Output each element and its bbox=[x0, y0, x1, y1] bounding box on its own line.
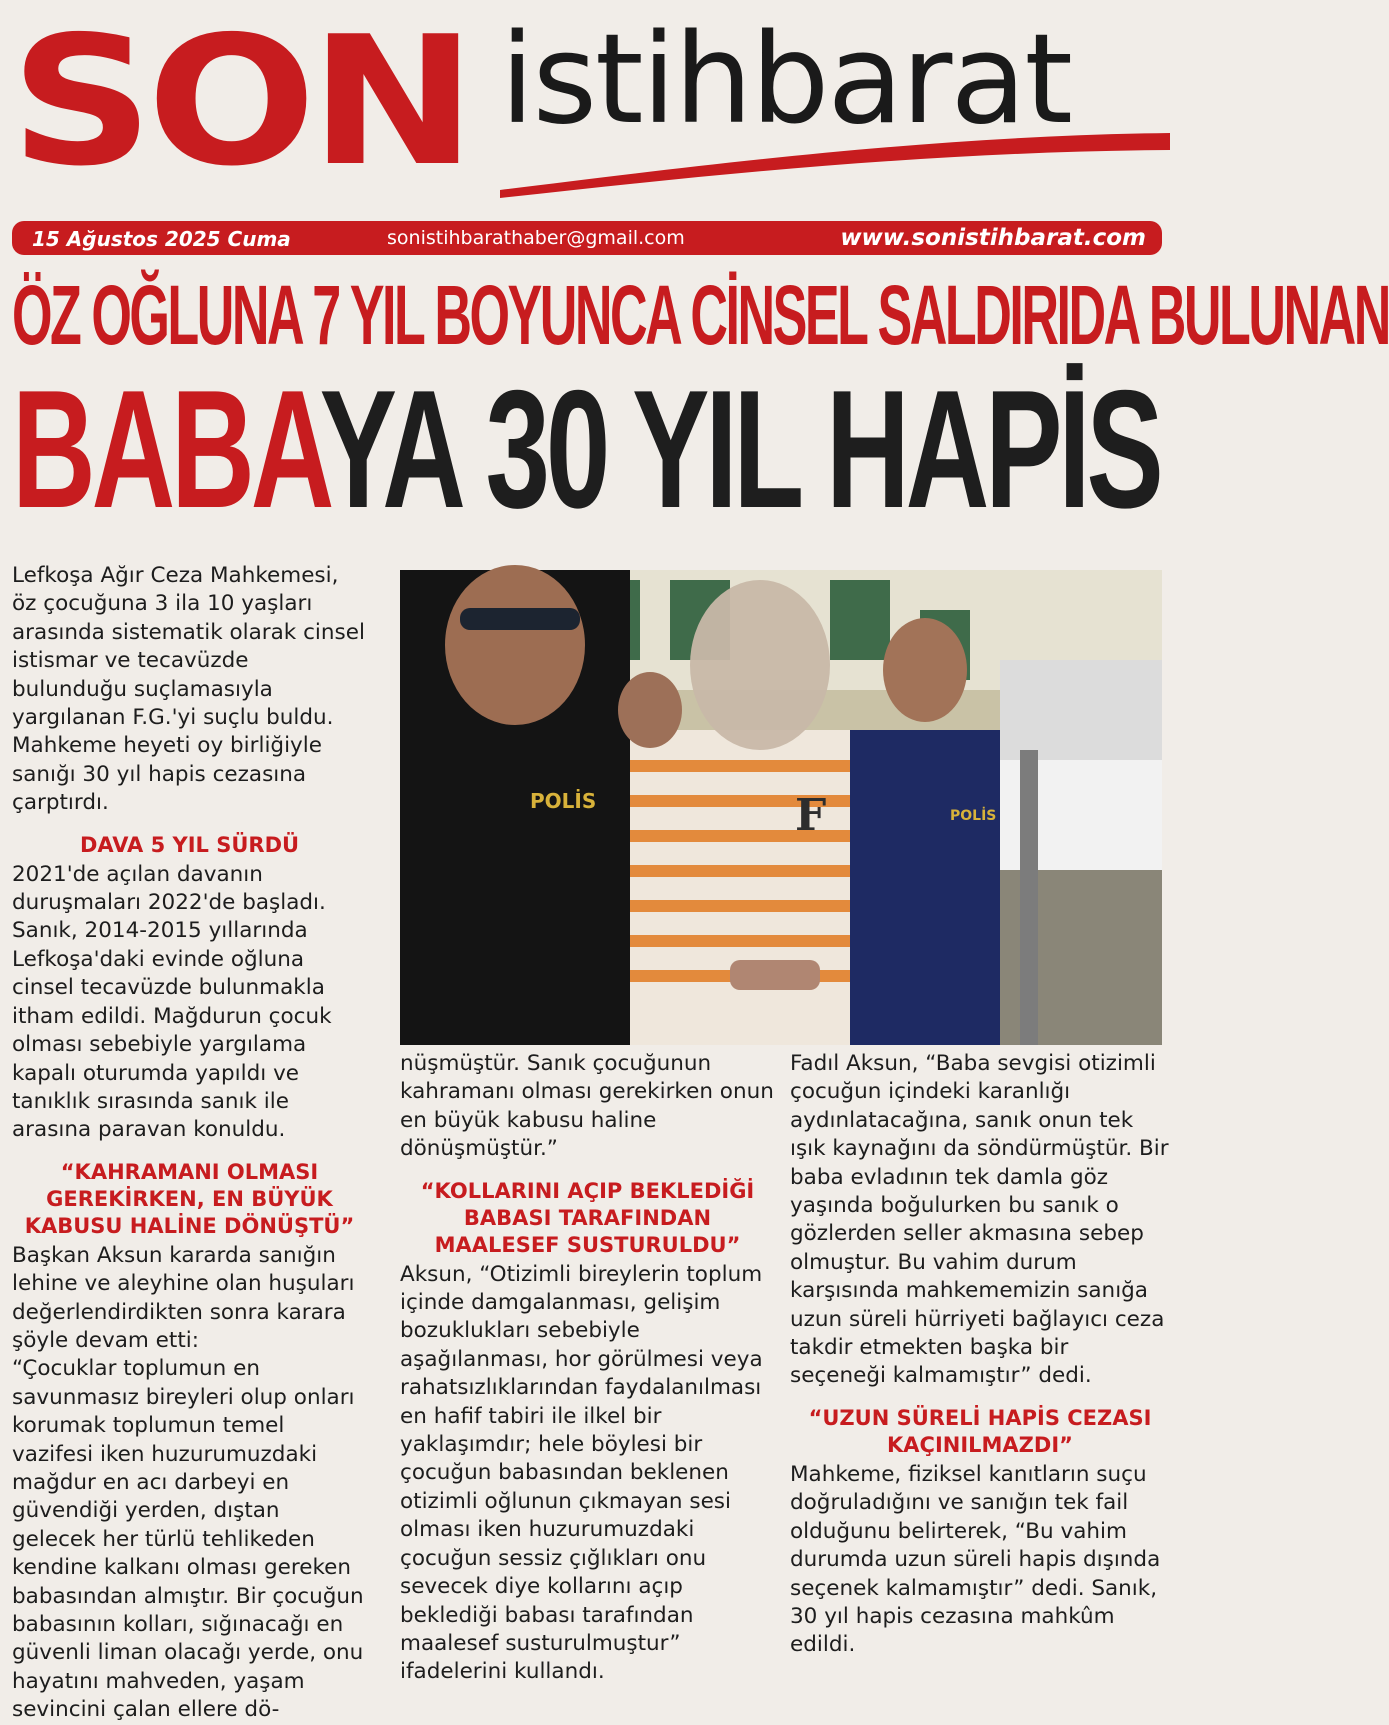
headline-black-part: YA 30 YIL HAPİS bbox=[319, 355, 1160, 543]
subhead-dava: DAVA 5 YIL SÜRDÜ bbox=[79, 832, 300, 857]
vest-label-right: POLİS bbox=[950, 808, 997, 824]
subhead-uzun-sureli: “UZUN SÜRELİ HAPİS CEZASI KAÇINILMAZDI” bbox=[808, 1405, 1152, 1457]
contact-email[interactable]: sonistihbarathaber@gmail.com bbox=[387, 227, 685, 249]
website-link[interactable]: www.sonistihbarat.com bbox=[840, 225, 1146, 251]
article-paragraph: Fadıl Aksun, “Baba sevgisi otizimli çocuğun içindeki karanlığı aydınlatacağına, sanık onun tek ışık kaynağını da söndürmüştür. Bir baba evladının tek damla göz yaşında boğulurken bu sanık o gözlerden seller akmasına sebep olmuştur. Bu vahim durum karşısında mahkememizin sanığa uzun süreli hürriyeti bağlayıcı ceza takdir etmekten başka bir seçeneği kalmamıştır” dedi. bbox=[790, 1051, 1169, 1389]
courthouse-photo-illustration bbox=[400, 570, 1162, 1045]
vest-label-left: POLİS bbox=[530, 789, 597, 813]
info-bar bbox=[12, 221, 1162, 255]
article-paragraph: Mahkeme, fiziksel kanıtların suçu doğruladığını ve sanığın tek fail olduğunu belirterek, “Bu vahim durumda uzun süreli hapis dışında seçenek kalmamıştır” dedi. Sanık, 30 yıl hapis cezasına mahkûm edildi. bbox=[790, 1461, 1161, 1658]
article-paragraph: 2021'de açılan davanın duruşmaları 2022'de başladı. Sanık, 2014-2015 yıllarında Lefkoşa'daki evinde oğluna cinsel tecavüzde bulunmakla itham edildi. Mağdurun çocuk olması sebebiyle yargılama kapalı oturumda yapıldı ve tanıklık sırasında sanık ile arasına paravan konuldu. bbox=[12, 861, 332, 1143]
logo-son: SON bbox=[10, 0, 470, 205]
article-paragraph: nüşmüştür. Sanık çocuğunun kahramanı olması gerekirken onun en büyük kabusu haline dönüşmüştür.” bbox=[400, 1051, 774, 1162]
article-intro: Lefkoşa Ağır Ceza Mahkemesi, öz çocuğuna 3 ila 10 yaşları arasında sistematik olarak cinsel istismar ve tecavüzde bulunduğu suçlamasıyla yargılanan F.G.'yi suçlu buldu. Mahkeme heyeti oy birliğiyle sanığı 30 yıl hapis cezasına çarptırdı. bbox=[12, 563, 365, 816]
news-photo bbox=[400, 570, 1162, 1045]
masthead bbox=[0, 0, 1185, 225]
headline-line1: ÖZ OĞLUNA 7 YIL BOYUNCA CİNSEL SALDIRIDA BULUNAN bbox=[12, 268, 1389, 362]
logo-istihbarat: istihbarat bbox=[500, 8, 1071, 152]
subhead-kollarini: “KOLLARINI AÇIP BEKLEDİĞİ BABASI TARAFINDAN MAALESEF SUSTURULDU” bbox=[420, 1178, 755, 1257]
article-column-middle bbox=[400, 1050, 775, 1687]
logo-swoosh bbox=[500, 128, 1170, 208]
article-paragraph: “Çocuklar toplumun en savunmasız bireyleri olup onları korumak toplumun temel vazifesi iken huzurumuzdaki mağdur en acı darbeyi en güvendiği yerden, dıştan gelecek her türlü tehlikeden kendine kalkanı olması gereken babasından almıştır. Bir çocuğun babasının kolları, sığınacağı en güvenli liman olacağı yerde, onu hayatını mahveden, yaşam sevincini çalan ellere dö- bbox=[12, 1356, 364, 1723]
headline-line2 bbox=[12, 355, 1160, 543]
issue-date: 15 Ağustos 2025 Cuma bbox=[32, 227, 291, 251]
shirt-letter: F bbox=[795, 790, 827, 841]
article-paragraph: Aksun, “Otizimli bireylerin toplum içinde damgalanması, gelişim bozuklukları sebebiyle aşağılanması, hor görülmesi veya rahatsızlıklarından faydalanılması en hafif tabiri ile ilkel bir yaklaşımdır; hele böylesi bir çocuğun babasından beklenen otizimli oğlunun çıkmayan sesi olması iken huzurumuzdaki çocuğun sessiz çığlıkları onu sevecek diye kollarını açıp beklediği babası tarafından maalesef susturulmuştur” ifadelerini kullandı. bbox=[400, 1261, 763, 1685]
headline-red-part: BABA bbox=[12, 355, 320, 543]
article-column-left bbox=[12, 562, 367, 1725]
article-paragraph: Başkan Aksun kararda sanığın lehine ve aleyhine olan huşuları değerlendirdikten sonra karara şöyle devam etti: bbox=[12, 1242, 355, 1353]
article-column-right bbox=[790, 1050, 1170, 1660]
subhead-kahramani: “KAHRAMANI OLMASI GEREKİRKEN, EN BÜYÜK KABUSU HALİNE DÖNÜŞTÜ” bbox=[24, 1159, 355, 1238]
